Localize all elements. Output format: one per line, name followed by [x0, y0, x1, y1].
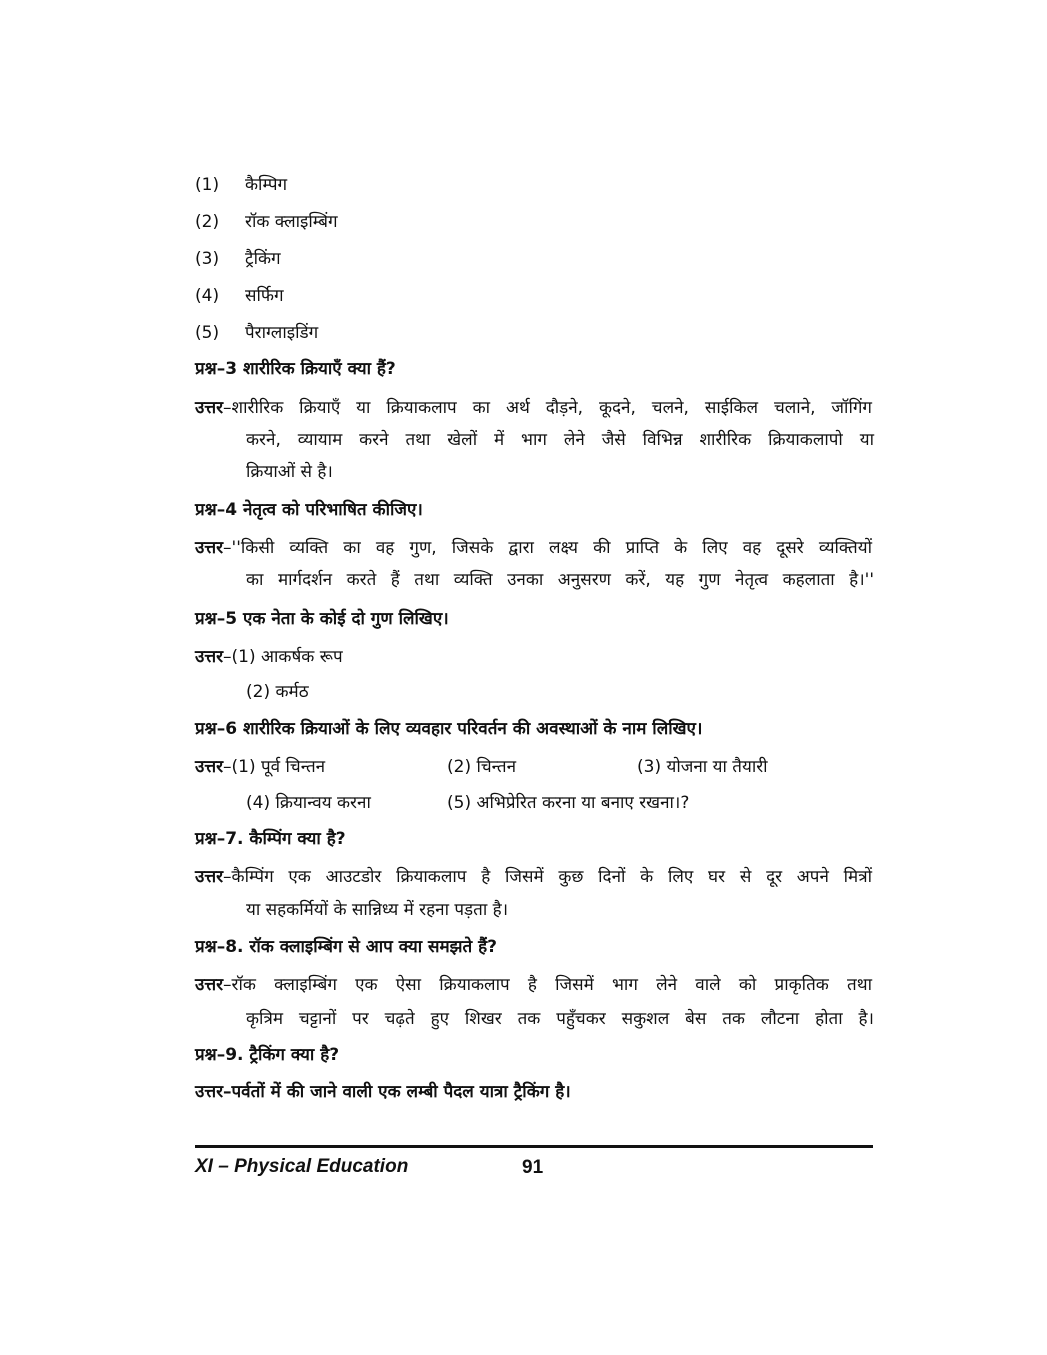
list-text: पैराग्लाइडिंग: [245, 323, 319, 343]
list-item: [195, 209, 338, 235]
answer-7-line-2: या सहकर्मियों के सान्निध्य में रहना पड़ता है।: [246, 900, 509, 920]
question-7: प्रश्न–7. कैम्पिंग क्या है?: [195, 829, 346, 849]
answer-9: उत्तर–पर्वतों में की जाने वाली एक लम्बी पैदल यात्रा ट्रैकिंग है।: [195, 1082, 571, 1102]
answer-item: (5) अभिप्रेरित करना या बनाए रखना।?: [447, 793, 690, 813]
question-9: प्रश्न–9. ट्रैकिंग क्या है?: [195, 1045, 340, 1065]
answer-5-line-1: [195, 644, 343, 670]
answer-item: (3) योजना या तैयारी: [637, 757, 768, 777]
list-number: (1): [195, 175, 220, 195]
answer-8-line-2: कृत्रिम चट्टानों पर चढ़ते हुए शिखर तक पहुँचकर सकुशल बेस तक लौटना होता है।: [246, 1009, 874, 1029]
list-item: [195, 283, 284, 309]
answer-text: –शारीरिक क्रियाएँ या क्रियाकलाप का अर्थ दौड़ने, कूदने, चलने, साईकिल चलाने, जॉगिंग: [223, 398, 872, 418]
footer-rule: [195, 1145, 873, 1148]
list-text: रॉक क्लाइम्बिंग: [245, 212, 338, 232]
question-6: प्रश्न–6 शारीरिक क्रियाओं के लिए व्यवहार परिवर्तन की अवस्थाओं के नाम लिखिए।: [195, 719, 703, 739]
list-item: [195, 320, 318, 346]
list-item: [195, 246, 281, 272]
list-text: कैम्पिग: [245, 175, 288, 195]
list-number: (2): [195, 212, 220, 232]
answer-label: उत्तर: [195, 867, 224, 887]
list-number: (3): [195, 249, 220, 269]
answer-7-line-1: [195, 864, 872, 890]
answer-text: –रॉक क्लाइम्बिंग एक ऐसा क्रियाकलाप है जिसमें भाग लेने वाले को प्राकृतिक तथा: [223, 975, 872, 995]
question-8: प्रश्न–8. रॉक क्लाइम्बिंग से आप क्या समझते हैं?: [195, 937, 498, 957]
answer-4-line-1: [195, 535, 872, 561]
answer-text: –कैम्पिंग एक आउटडोर क्रियाकलाप है जिसमें कुछ दिनों के लिए घर से दूर अपने मित्रों: [223, 867, 872, 887]
answer-3-line-2: करने, व्यायाम करने तथा खेलों में भाग लेने जैसे विभिन्न शारीरिक क्रियाकलापो या: [246, 430, 874, 450]
answer-label: उत्तर: [195, 538, 224, 558]
answer-text: –(1) आकर्षक रूप: [223, 647, 343, 667]
list-item: [195, 172, 287, 198]
answer-label: उत्तर: [195, 647, 224, 667]
answer-5-line-2: (2) कर्मठ: [246, 682, 309, 702]
answer-label: उत्तर: [195, 975, 224, 995]
answer-3-line-3: क्रियाओं से है।: [246, 462, 333, 482]
answer-item: –(1) पूर्व चिन्तन: [223, 757, 326, 777]
list-number: (4): [195, 286, 220, 306]
question-5: प्रश्न–5 एक नेता के कोई दो गुण लिखिए।: [195, 609, 449, 629]
answer-6-row-1: [195, 754, 325, 780]
page-number: 91: [522, 1157, 544, 1178]
answer-item: (2) चिन्तन: [447, 757, 517, 777]
answer-4-line-2: का मार्गदर्शन करते हैं तथा व्यक्ति उनका अनुसरण करें, यह गुण नेतृत्व कहलाता है।'': [246, 570, 874, 590]
answer-3-line-1: [195, 395, 872, 421]
footer-title: XI – Physical Education: [195, 1156, 409, 1177]
question-4: प्रश्न–4 नेतृत्व को परिभाषित कीजिए।: [195, 500, 423, 520]
answer-label: उत्तर: [195, 757, 224, 777]
list-number: (5): [195, 323, 220, 343]
list-text: ट्रैकिंग: [245, 249, 281, 269]
answer-text: –''किसी व्यक्ति का वह गुण, जिसके द्वारा लक्ष्य की प्राप्ति के लिए वह दूसरे व्यक्तियों: [223, 538, 872, 558]
question-3: प्रश्न–3 शारीरिक क्रियाएँ क्या हैं?: [195, 359, 396, 379]
answer-8-line-1: [195, 972, 872, 998]
list-text: सर्फिग: [245, 286, 284, 306]
answer-item: (4) क्रियान्वय करना: [246, 793, 371, 813]
answer-label: उत्तर: [195, 398, 224, 418]
